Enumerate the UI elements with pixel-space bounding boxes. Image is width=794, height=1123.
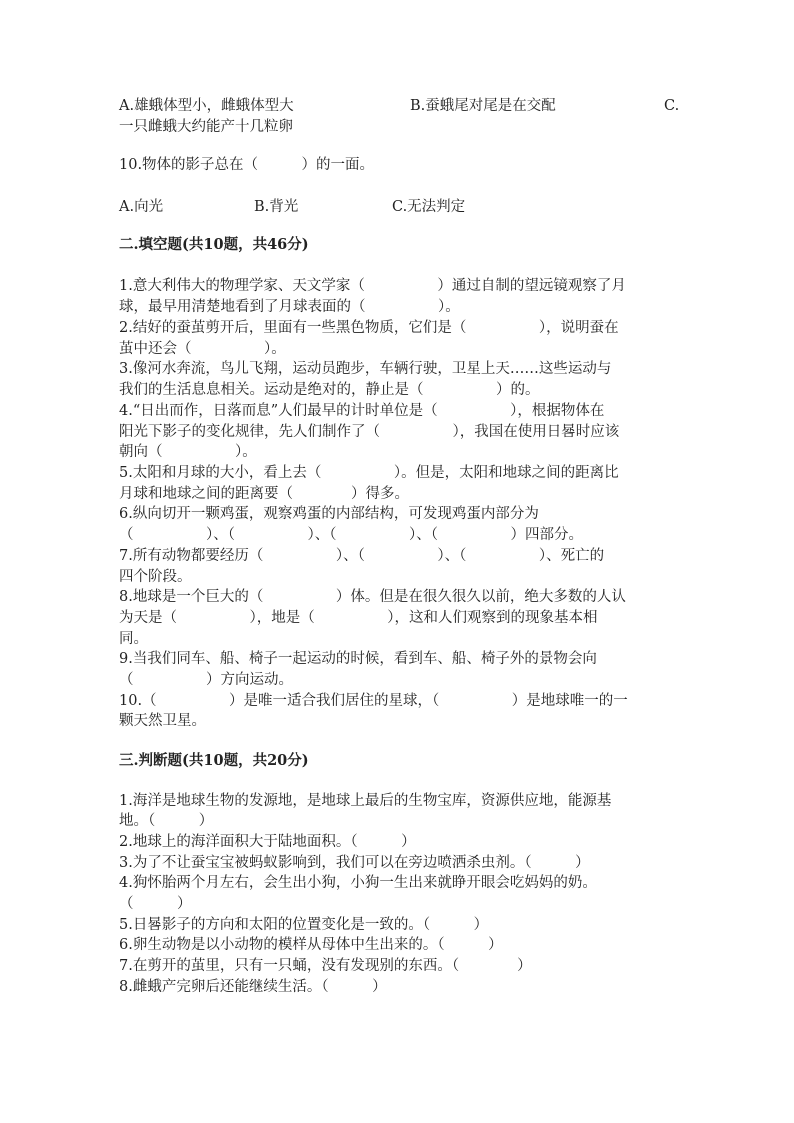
- s2-line: （ ）、（ ）、（ ）、（ ）四部分。: [119, 527, 583, 543]
- s2-line: 3.像河水奔流，鸟儿飞翔，运动员跑步，车辆行驶，卫星上天……这些运动与: [119, 361, 612, 377]
- s2-line: 6.纵向切开一颗鸡蛋，观察鸡蛋的内部结构，可发现鸡蛋内部分为: [119, 506, 539, 522]
- s3-line: 2.地球上的海洋面积大于陆地面积。（ ）: [119, 834, 416, 850]
- s3-line: 4.狗怀胎两个月左右，会生出小狗，小狗一生出来就睁开眼会吃妈妈的奶。: [119, 875, 597, 891]
- s3-line: 3.为了不让蚕宝宝被蚂蚁影响到，我们可以在旁边喷洒杀虫剂。（ ）: [119, 855, 590, 871]
- s3-line: 地。（ ）: [119, 813, 214, 829]
- s2-line: 茧中还会（ ）。: [119, 341, 286, 357]
- q9-option-c-label: C.: [664, 98, 680, 114]
- s2-line: 8.地球是一个巨大的（ ）体。但是在很久很久以前，绝大多数的人认: [119, 589, 626, 605]
- s3-line: 7.在剪开的茧里，只有一只蛹，没有发现别的东西。（ ）: [119, 958, 532, 974]
- s3-line: 6.卵生动物是以小动物的模样从母体中生出来的。（ ）: [119, 937, 503, 953]
- s2-line: 5.太阳和月球的大小，看上去（ ）。但是，太阳和地球之间的距离比: [119, 465, 619, 481]
- s2-line: （ ）方向运动。: [119, 672, 293, 688]
- s3-line: 1.海洋是地球生物的发源地，是地球上最后的生物宝库，资源供应地，能源基: [119, 793, 612, 809]
- s2-line: 7.所有动物都要经历（ ）、（ ）、（ ）、死亡的: [119, 548, 605, 564]
- s2-line: 9.当我们同车、船、椅子一起运动的时候，看到车、船、椅子外的景物会向: [119, 651, 597, 667]
- s2-line: 月球和地球之间的距离要（ ）得多。: [119, 486, 409, 502]
- s2-line: 1.意大利伟大的物理学家、天文学家（ ）通过自制的望远镜观察了月: [119, 278, 626, 294]
- s3-line: （ ）: [119, 896, 192, 912]
- q10-option-c: C.无法判定: [392, 199, 466, 215]
- s2-line: 颗天然卫星。: [119, 713, 206, 729]
- q9-option-c-text: 一只雌蛾大约能产十几粒卵: [119, 119, 293, 135]
- s2-line: 4.“日出而作，日落而息”人们最早的计时单位是（ ），根据物体在: [119, 403, 605, 419]
- q10-stem: 10.物体的影子总在（ ）的一面。: [119, 157, 375, 173]
- s2-line: 我们的生活息息相关。运动是绝对的，静止是（ ）的。: [119, 382, 540, 398]
- q10-option-a: A.向光: [119, 199, 164, 215]
- q10-option-b: B.背光: [254, 199, 299, 215]
- s2-line: 同。: [119, 631, 148, 647]
- s2-line: 阳光下影子的变化规律，先人们制作了（ ），我国在使用日晷时应该: [119, 424, 620, 440]
- q9-option-b: B.蚕蛾尾对尾是在交配: [410, 98, 556, 114]
- s2-line: 10.（ ）是唯一适合我们居住的星球，（ ）是地球唯一的一: [119, 693, 628, 709]
- s2-line: 球，最早用清楚地看到了月球表面的（ ）。: [119, 299, 460, 315]
- s2-line: 2.结好的蚕茧剪开后，里面有一些黑色物质，它们是（ ），说明蚕在: [119, 320, 619, 336]
- s3-line: 8.雌蛾产完卵后还能继续生活。（ ）: [119, 979, 387, 995]
- q9-option-a: A.雄蛾体型小，雌蛾体型大: [119, 98, 294, 114]
- s3-line: 5.日晷影子的方向和太阳的位置变化是一致的。（ ）: [119, 917, 489, 933]
- s2-line: 四个阶段。: [119, 569, 192, 585]
- section-title-true-false: 三.判断题(共10题，共20分): [119, 752, 309, 769]
- section-title-fill-in: 二.填空题(共10题，共46分): [119, 236, 309, 253]
- s2-line: 朝向（ ）。: [119, 444, 257, 460]
- s2-line: 为天是（ ），地是（ ），这和人们观察到的现象基本相: [119, 610, 598, 626]
